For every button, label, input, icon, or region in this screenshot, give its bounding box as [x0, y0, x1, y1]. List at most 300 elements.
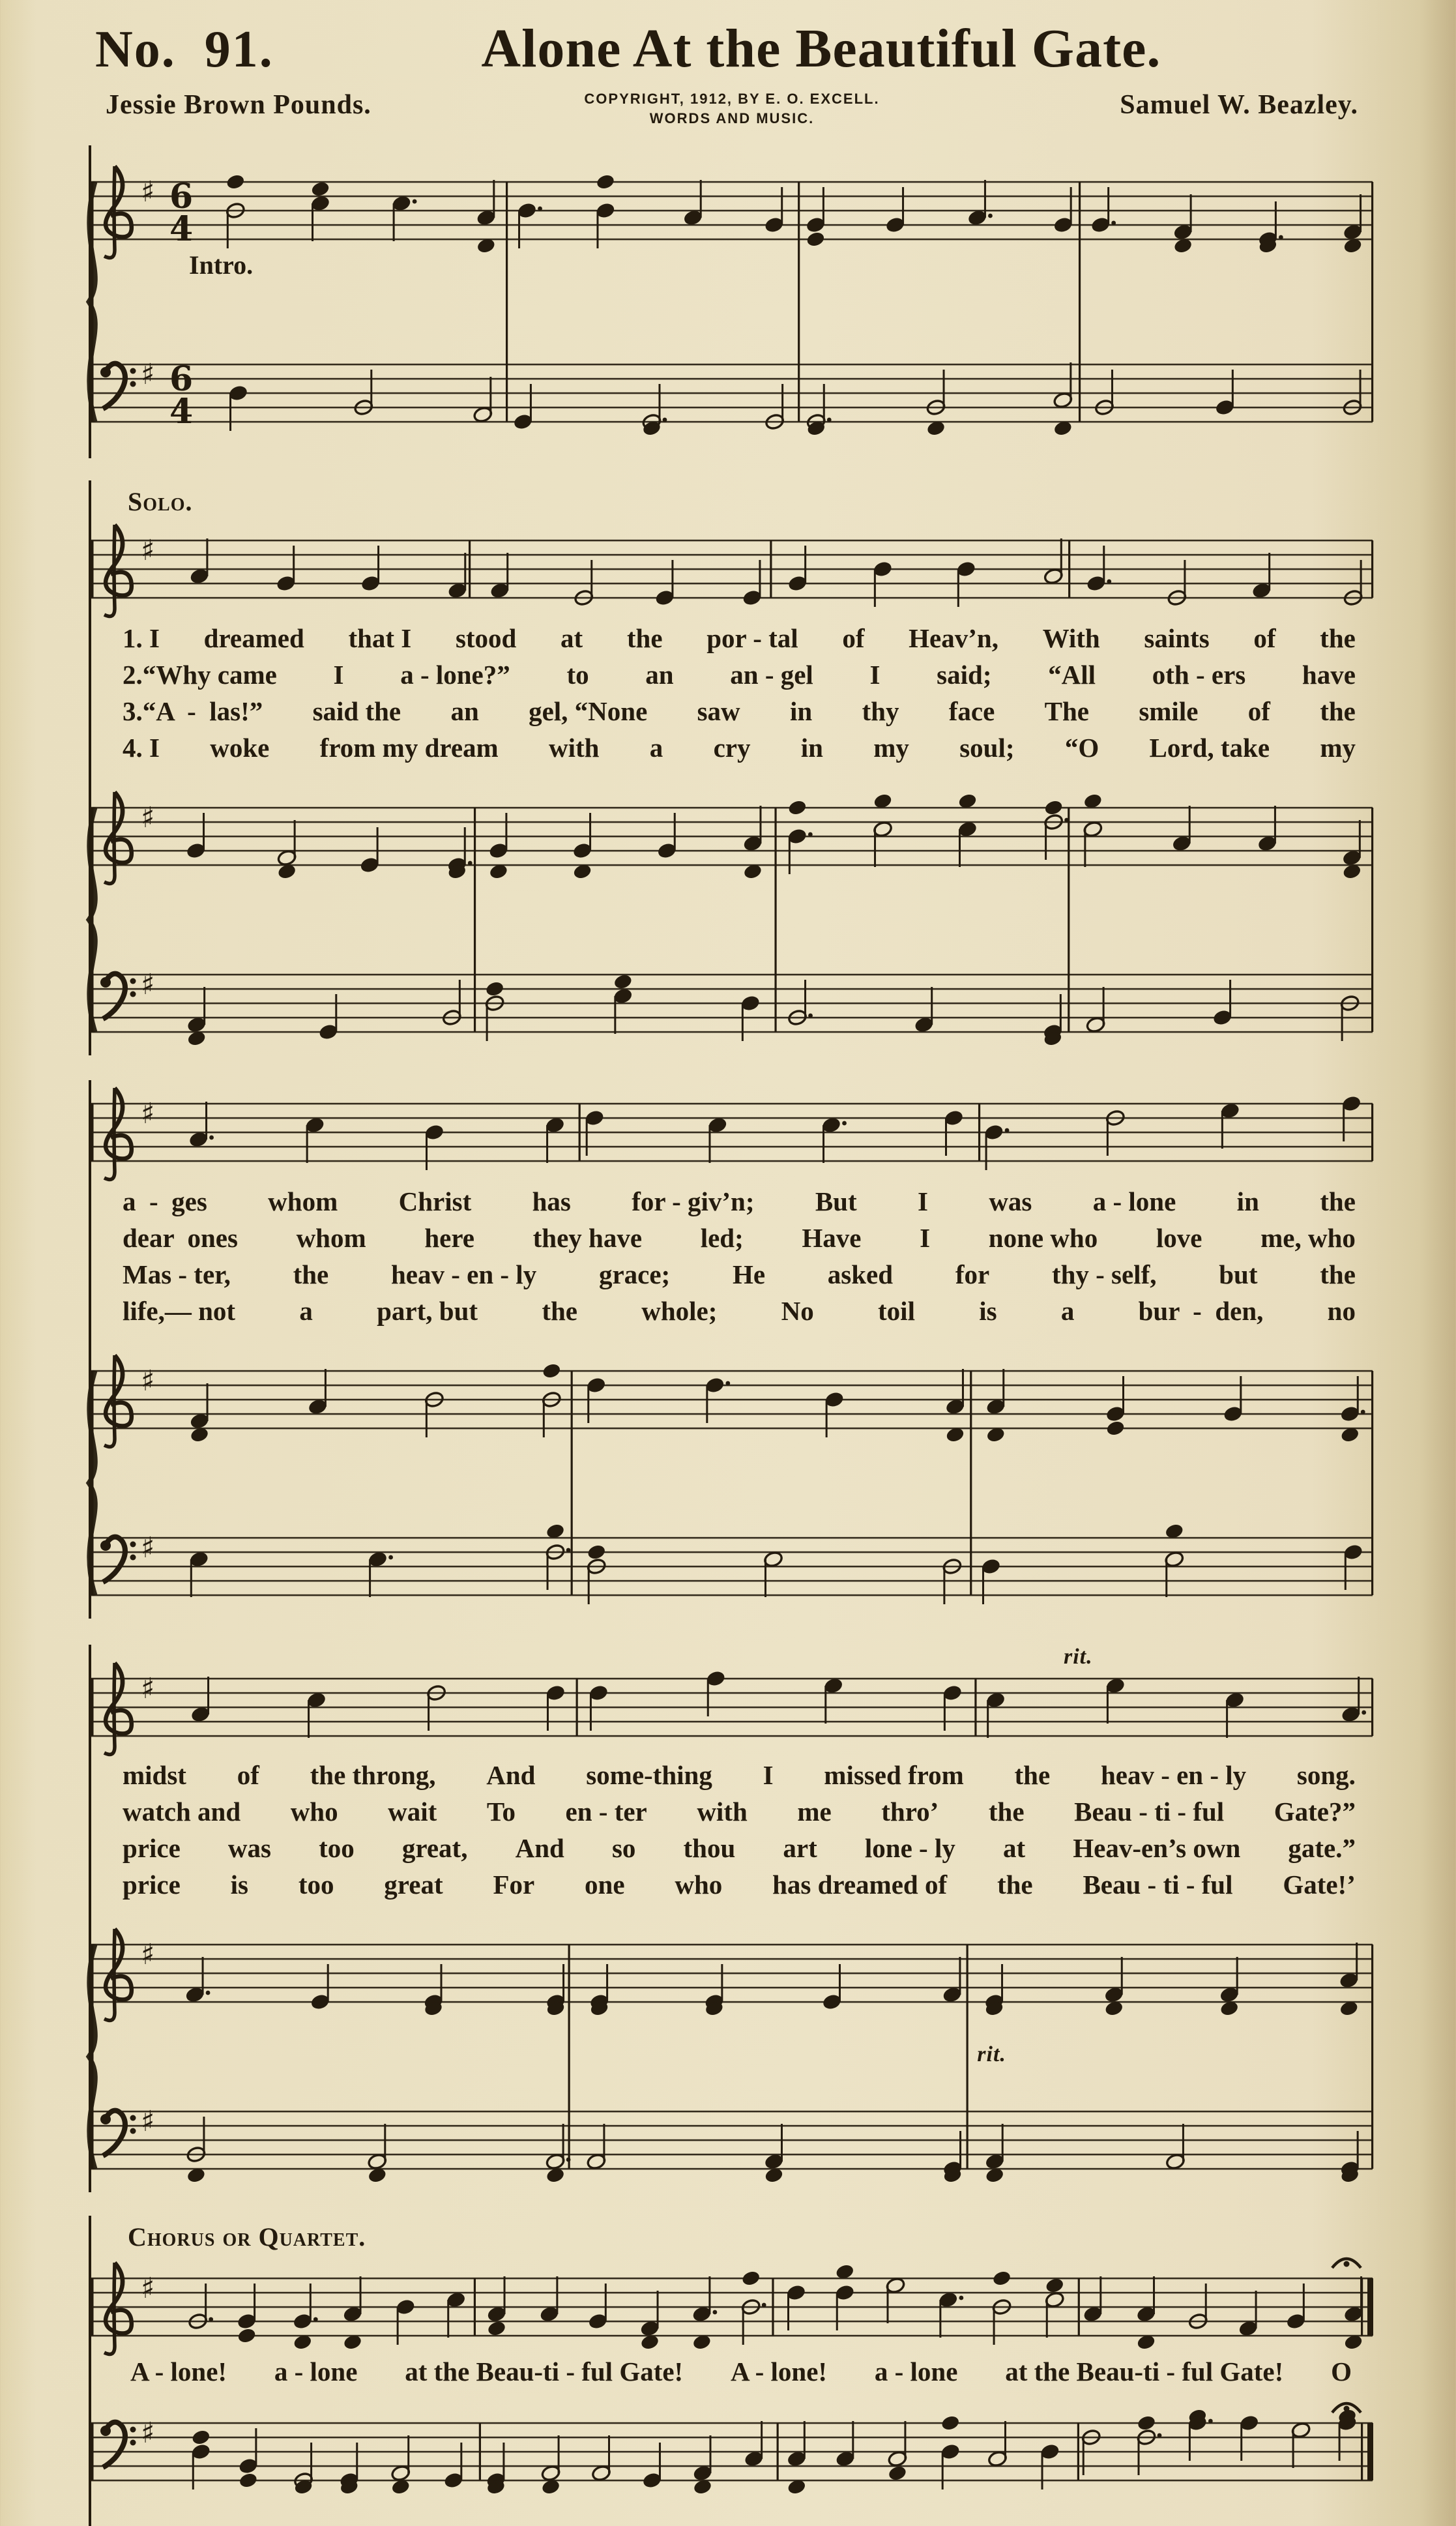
sharp-key-signature: ♯ — [141, 2416, 155, 2450]
barline — [798, 182, 800, 422]
half-note — [926, 370, 946, 437]
lyric-token: the throng, — [310, 1760, 436, 1790]
quarter-note — [1257, 806, 1277, 852]
verse-lyrics-block-3 — [91, 1752, 1375, 1912]
lyric-token: toil — [878, 1296, 915, 1326]
quarter-note — [942, 2131, 963, 2184]
quarter-note — [595, 173, 615, 248]
half-note — [186, 2117, 206, 2184]
treble-clef-icon — [106, 525, 132, 596]
verse-line — [123, 1293, 1356, 1329]
lyric-token: A - lone! — [130, 2357, 227, 2386]
lyric-token: life,— not — [123, 1296, 236, 1326]
lyric-token: of — [1253, 623, 1276, 653]
lyric-token: a - lone — [874, 2357, 958, 2386]
verse-line — [123, 1866, 1356, 1903]
lyric-token: art — [783, 1833, 817, 1863]
quarter-note — [545, 1117, 565, 1163]
barline — [1068, 808, 1070, 1032]
lyric-token: a - lone — [1092, 1186, 1176, 1216]
staff-svg — [91, 145, 1375, 458]
lyric-token: price — [123, 1870, 181, 1900]
barline — [1078, 2278, 1080, 2336]
half-note — [293, 2443, 313, 2495]
lyric-token: Beau - ti - ful — [1074, 1797, 1225, 1827]
lyric-token: an — [645, 660, 674, 690]
sharp-key-signature: ♯ — [141, 1938, 155, 1971]
lyric-token: in — [1236, 1186, 1259, 1216]
barline — [777, 2423, 779, 2480]
quarter-note — [683, 180, 703, 226]
lyric-token: from my dream — [319, 733, 499, 763]
lyric-token: but — [1219, 1259, 1258, 1289]
quarter-note — [1105, 1677, 1126, 1724]
quarter-note — [1043, 994, 1063, 1047]
lyric-token: He — [732, 1259, 766, 1289]
chorus-lyric-line — [91, 2351, 1375, 2392]
lyric-token: of — [1247, 696, 1270, 726]
verse-line — [123, 1220, 1356, 1256]
barline — [474, 2278, 476, 2336]
quarter-note — [692, 2276, 717, 2351]
lyric-token: face — [948, 696, 995, 726]
half-note — [806, 384, 832, 437]
barline — [1068, 540, 1070, 598]
lyric-token: gate.” — [1288, 1833, 1356, 1863]
barline — [506, 182, 508, 422]
lyric-token: Christ — [398, 1186, 472, 1216]
lyric-token: Heav’n, — [909, 623, 998, 653]
quarter-note — [305, 1117, 325, 1163]
quarter-note — [708, 1117, 728, 1163]
lyric-token: a - lone — [274, 2357, 358, 2386]
lyric-token: song. — [1296, 1760, 1356, 1790]
lyric-token: thy — [862, 696, 899, 726]
lyric-token: price — [123, 1833, 181, 1863]
lyricist-name: Jessie Brown Pounds. — [106, 90, 371, 120]
lyric-token: for — [955, 1259, 990, 1289]
solo-label: Solo. — [128, 487, 193, 516]
lyric-token: Mas - ter, — [123, 1259, 231, 1289]
lyric-token: the — [1320, 696, 1356, 726]
lyric-token: midst — [123, 1760, 186, 1790]
quarter-note — [392, 195, 417, 241]
verse-line — [123, 1793, 1356, 1830]
quarter-note — [985, 1692, 1006, 1738]
lyric-token: O — [1331, 2357, 1352, 2386]
lyric-token: “O — [1064, 733, 1099, 763]
sharp-key-signature: ♯ — [141, 1097, 155, 1130]
lyric-token: the — [293, 1259, 329, 1289]
lyric-token: at the Beau-ti - ful Gate! — [1005, 2357, 1284, 2386]
lyric-token: Gate?” — [1274, 1797, 1356, 1827]
lyric-token: a - lone?” — [400, 660, 510, 690]
quarter-note — [823, 1677, 843, 1724]
lyric-token: Gate!’ — [1283, 1870, 1356, 1900]
lyric-token: And — [515, 1833, 564, 1863]
quarter-note — [957, 793, 978, 867]
quarter-note — [189, 1551, 209, 1597]
lyric-token: a — [1060, 1296, 1075, 1326]
lyric-token: love — [1156, 1223, 1202, 1253]
quarter-note — [1172, 806, 1192, 852]
quarter-note — [940, 2415, 961, 2489]
barline — [772, 2278, 774, 2336]
barline — [571, 1371, 573, 1595]
verse-line — [123, 1830, 1356, 1866]
lyric-token: to — [566, 660, 589, 690]
lyric-token: whole; — [641, 1296, 718, 1326]
lyric-token: the — [988, 1797, 1025, 1827]
quarter-note — [339, 2443, 359, 2495]
lyric-token: For — [493, 1870, 535, 1900]
staff-svg — [91, 1645, 1375, 1752]
lyric-token: With — [1042, 623, 1100, 653]
staff-svg — [91, 2392, 1375, 2526]
quarter-note — [744, 2421, 764, 2467]
intro-grand-staff — [91, 145, 1375, 458]
lyric-token: Have — [802, 1223, 862, 1253]
chorus-bass-staff — [91, 2392, 1375, 2526]
quarter-note — [967, 180, 993, 226]
system-group-3 — [89, 1645, 1375, 2192]
lyric-token: whom — [296, 1223, 366, 1253]
barline — [579, 1104, 581, 1161]
lyric-token: grace; — [598, 1259, 671, 1289]
quarter-note — [1339, 1943, 1359, 2017]
lyric-token: heav - en - ly — [391, 1259, 537, 1289]
quarter-note — [539, 2276, 559, 2323]
header — [89, 17, 1375, 80]
quarter-note — [942, 1957, 962, 2003]
lyric-token: a — [299, 1296, 313, 1326]
half-note — [1043, 538, 1064, 585]
quarter-note — [984, 1964, 1004, 2017]
sharp-key-signature: ♯ — [141, 175, 155, 209]
quarter-note — [308, 1369, 328, 1415]
half-note — [591, 2435, 611, 2482]
lyric-token: thy - self, — [1051, 1259, 1157, 1289]
solo-vocal-staff — [91, 517, 1375, 615]
accompaniment-grand-staff-2 — [91, 1338, 1375, 1619]
lyric-token: at — [561, 623, 583, 653]
lyric-token: stood — [455, 623, 517, 653]
half-note — [546, 1523, 571, 1590]
lyric-token: dreamed — [203, 623, 304, 653]
sharp-key-signature: ♯ — [141, 534, 155, 567]
quarter-note — [1341, 1677, 1366, 1723]
lyric-token: an - gel — [730, 660, 813, 690]
composer-name: Samuel W. Beazley. — [1120, 90, 1358, 120]
copyright-line1: COPYRIGHT, 1912, BY E. O. EXCELL. — [584, 91, 880, 107]
half-note — [641, 384, 667, 437]
verse-line — [123, 620, 1356, 656]
lyric-token: in — [789, 696, 813, 726]
copyright-notice — [471, 89, 993, 128]
half-note — [1083, 793, 1103, 867]
quarter-note — [1251, 553, 1272, 599]
treble-clef-icon — [106, 166, 132, 237]
lyric-token: smile — [1139, 696, 1199, 726]
lyric-token: the — [997, 1870, 1033, 1900]
lyric-token: Lord, take — [1149, 733, 1270, 763]
verse-line — [123, 1183, 1356, 1220]
staff-svg — [91, 517, 1375, 615]
lyric-token: lone - ly — [864, 1833, 955, 1863]
verse-line — [123, 656, 1356, 693]
lyric-token: with — [549, 733, 600, 763]
quarter-note — [368, 1551, 393, 1597]
verse-lyrics-block-2 — [91, 1178, 1375, 1338]
lyric-token: at the Beau-ti - ful Gate! — [405, 2357, 684, 2386]
half-note — [1291, 2422, 1311, 2468]
lyric-token: is — [979, 1296, 997, 1326]
staff-svg — [91, 1338, 1375, 1619]
half-note — [1164, 1523, 1184, 1597]
sharp-key-signature: ♯ — [141, 2272, 155, 2305]
lyric-token: But — [815, 1186, 857, 1216]
lyric-token: Heav-en’s own — [1073, 1833, 1241, 1863]
quarter-note — [1136, 2276, 1156, 2351]
lyric-token: wait — [388, 1797, 437, 1827]
quarter-note — [945, 1369, 965, 1443]
quarter-note — [447, 827, 473, 880]
lyric-token: who — [675, 1870, 723, 1900]
lyric-token: saints — [1144, 623, 1210, 653]
lyric-token: heav - en - ly — [1100, 1760, 1247, 1790]
treble-clef-icon — [106, 2263, 132, 2334]
time-signature-numerator: 6 — [169, 359, 194, 399]
quarter-note — [1238, 2291, 1259, 2337]
lyric-token: the — [1320, 1259, 1356, 1289]
lyric-token: 3.“A - las!” — [123, 696, 263, 726]
lyric-token: a - ges — [123, 1186, 207, 1216]
lyric-token: part, but — [377, 1296, 478, 1326]
lyric-token: has — [532, 1186, 571, 1216]
sharp-key-signature: ♯ — [141, 801, 155, 834]
lyric-token: me, who — [1260, 1223, 1356, 1253]
verse-lyrics-block-1 — [91, 615, 1375, 775]
lyric-token: gel, “None — [529, 696, 648, 726]
verse-line — [123, 1256, 1356, 1293]
intro-system-group — [89, 145, 1375, 458]
lyric-token: No — [781, 1296, 814, 1326]
lyric-token: oth - ers — [1152, 660, 1246, 690]
quarter-note — [189, 538, 209, 585]
chorus-system-group — [89, 2216, 1375, 2526]
lyric-token: A - lone! — [731, 2357, 828, 2386]
barline — [568, 1945, 570, 2169]
quarter-note — [787, 2421, 807, 2495]
barline — [479, 2423, 481, 2480]
accompaniment-grand-staff-1 — [91, 775, 1375, 1055]
lyric-token: have — [1302, 660, 1356, 690]
page-title: Alone At the Beautiful Gate. — [481, 18, 1161, 79]
lyric-token: I — [869, 660, 881, 690]
sharp-key-signature: ♯ — [141, 968, 155, 1001]
half-note — [886, 2277, 906, 2323]
treble-clef-icon — [106, 1088, 132, 1159]
accompaniment-grand-staff-3 — [91, 1912, 1375, 2192]
quarter-note — [546, 1964, 566, 2017]
lyric-token: The — [1044, 696, 1089, 726]
lyric-token: bur - den, — [1138, 1296, 1264, 1326]
staff-svg — [91, 1080, 1375, 1178]
half-note — [1086, 987, 1106, 1033]
lyric-token: the — [1014, 1760, 1051, 1790]
lyric-token: woke — [210, 733, 270, 763]
quarter-note — [306, 1692, 327, 1738]
lyric-token: thro’ — [881, 1797, 939, 1827]
attribution-row — [89, 89, 1375, 128]
lyric-token: has dreamed of — [772, 1870, 948, 1900]
lyric-token: they have — [532, 1223, 643, 1253]
half-note — [763, 1551, 783, 1597]
barline — [469, 540, 471, 598]
lyric-token: at — [1002, 1833, 1026, 1863]
lyric-token: the — [1320, 1186, 1356, 1216]
quarter-note — [835, 2421, 855, 2467]
vocal-staff-3 — [91, 1645, 1375, 1752]
lyric-token: I — [920, 1223, 931, 1253]
intro-label: Intro. — [189, 250, 254, 280]
quarter-note — [1340, 2131, 1360, 2184]
lyric-token: was — [227, 1833, 271, 1863]
barline — [474, 808, 476, 1032]
quarter-note — [938, 2291, 963, 2338]
hymn-number: No. 91. — [95, 21, 274, 78]
quarter-note — [476, 180, 496, 254]
sharp-key-signature: ♯ — [141, 2105, 155, 2138]
lyric-token: 1. I — [123, 623, 160, 653]
treble-clef-icon — [106, 1355, 132, 1426]
lyric-token: the — [1320, 623, 1356, 653]
lyric-token: por - tal — [706, 623, 798, 653]
quarter-note — [572, 813, 592, 880]
staff-svg — [91, 775, 1375, 1055]
lyric-token: I — [918, 1186, 928, 1216]
lyric-token: none who — [988, 1223, 1098, 1253]
lyric-token: I — [763, 1760, 774, 1790]
quarter-note — [821, 1117, 847, 1163]
barline — [967, 1945, 968, 2169]
quarter-note — [1083, 2276, 1103, 2323]
quarter-note — [190, 1677, 211, 1723]
lyric-token: en - ter — [565, 1797, 647, 1827]
verse-line — [123, 693, 1356, 729]
sharp-key-signature: ♯ — [141, 1531, 155, 1564]
lyric-token: great, — [401, 1833, 468, 1863]
lyric-token: too — [319, 1833, 355, 1863]
lyric-token: the — [542, 1296, 577, 1326]
lyric-token: too — [298, 1870, 334, 1900]
copyright-line2: WORDS AND MUSIC. — [649, 110, 815, 126]
quarter-note — [293, 2284, 318, 2351]
lyric-token: of — [842, 623, 865, 653]
lyric-token: soul; — [959, 733, 1015, 763]
lyric-token: of — [237, 1760, 259, 1790]
solo-system-group — [89, 480, 1375, 1055]
quarter-note — [1340, 1376, 1365, 1443]
lyric-token: my — [1320, 733, 1356, 763]
lyric-token: I — [333, 660, 344, 690]
lyric-token: 4. I — [123, 733, 160, 763]
lyric-token: “All — [1048, 660, 1096, 690]
verse-line — [123, 729, 1356, 766]
sharp-key-signature: ♯ — [141, 1672, 155, 1705]
quarter-note — [704, 1964, 724, 2017]
half-note — [473, 377, 493, 423]
rit-marking: rit. — [977, 2042, 1006, 2066]
lyric-token: thou — [683, 1833, 736, 1863]
lyric-token: To — [486, 1797, 516, 1827]
quarter-note — [446, 2291, 466, 2338]
quarter-note — [343, 2276, 363, 2351]
lyric-token: asked — [827, 1259, 894, 1289]
lyric-token: saw — [697, 696, 740, 726]
lyric-token: no — [1327, 1296, 1356, 1326]
half-note — [1165, 2124, 1186, 2170]
lyric-token: that I — [348, 623, 412, 653]
lyric-token: missed from — [824, 1760, 964, 1790]
lyric-token: cry — [713, 733, 751, 763]
staff-svg — [91, 2252, 1375, 2351]
treble-clef-icon — [106, 1929, 132, 2000]
verse-line — [123, 1757, 1356, 1793]
quarter-note — [185, 1957, 211, 2003]
quarter-note — [447, 553, 467, 599]
quarter-note — [488, 813, 508, 880]
lyric-token: great — [384, 1870, 443, 1900]
quarter-note — [489, 553, 510, 599]
sharp-key-signature: ♯ — [141, 358, 155, 391]
lyric-token: an — [450, 696, 479, 726]
chorus-label: Chorus or Quartet. — [128, 2222, 366, 2252]
system-group-2 — [89, 1080, 1375, 1619]
time-signature-denominator: 4 — [169, 392, 194, 432]
lyric-token: was — [989, 1186, 1032, 1216]
lyric-token: said the — [312, 696, 401, 726]
lyric-token: dear ones — [123, 1223, 238, 1253]
lyric-token: watch and — [123, 1797, 241, 1827]
quarter-note — [835, 2263, 855, 2330]
chorus-treble-staff — [91, 2252, 1375, 2351]
quarter-note — [188, 1102, 214, 1148]
half-note — [586, 2124, 606, 2170]
sharp-key-signature: ♯ — [141, 1364, 155, 1398]
quarter-note — [589, 1964, 609, 2017]
half-note — [873, 793, 893, 867]
half-note — [1053, 362, 1073, 437]
sheet — [89, 17, 1375, 2526]
barline — [978, 1104, 980, 1161]
lyric-token: one — [585, 1870, 625, 1900]
lyric-token: my — [873, 733, 909, 763]
time-signature-numerator: 6 — [169, 177, 194, 216]
lyric-token: so — [611, 1833, 636, 1863]
treble-clef-icon — [106, 1663, 132, 1734]
lyric-token: a — [649, 733, 663, 763]
lyric-token: whom — [268, 1186, 338, 1216]
quarter-note — [1343, 2276, 1363, 2351]
staff-svg — [91, 1912, 1375, 2192]
lyric-token: with — [697, 1797, 748, 1827]
quarter-note — [985, 1369, 1006, 1443]
lyric-token: is — [230, 1870, 248, 1900]
lyric-token: And — [486, 1760, 536, 1790]
barline — [576, 1679, 578, 1736]
lyric-token: 2.“Why came — [123, 660, 277, 690]
